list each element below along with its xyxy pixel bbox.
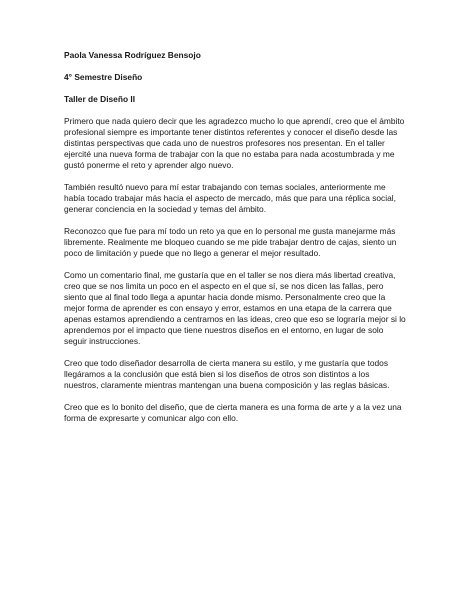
- paragraph-4: Como un comentario final, me gustaría que en el taller se nos diera más libertad creativa, creo que se nos limita un poco en el aspecto en el que sí, se nos dicen las fallas, pero siento que al final todo llega a apuntar hacia donde mismo. Personalmente creo que la mejor forma de aprender es con ensayo y error, estamos en una etapa de la carrera que apenas estamos aprendiendo a centrarnos en las ideas, creo que eso se lograría mejor si lo aprendemos por el impacto que tiene nuestros diseños en el entorno, en lugar de solo seguir instrucciones.: [64, 270, 406, 346]
- paragraph-2: También resultó nuevo para mí estar trabajando con temas sociales, anteriormente me había tocado trabajar más hacia el aspecto de mercado, más que para una réplica social, generar conciencia en la sociedad y temas del ámbito.: [64, 182, 396, 214]
- paragraph-1: Primero que nada quiero decir que les agradezco mucho lo que aprendí, creo que el ámbito profesional siempre es importante tener distintos referentes y conocer el diseño desde las distintas perspectivas que cada uno de nuestros profesores nos presentan. En el taller ejercité una nueva forma de trabajar con la que no estaba para nada acostumbrada y me gustó ponerme el reto y aprender algo nuevo.: [64, 116, 405, 170]
- paragraph-5: Creo que todo diseñador desarrolla de cierta manera su estilo, y me gustaría que todos llegáramos a la conclusión que está bien si los diseños de otros son distintos a los nuestros, claramente mientras mantengan una buena composición y las reglas básicas.: [64, 358, 390, 390]
- author-name: Paola Vanessa Rodríguez Bensojo: [64, 50, 201, 60]
- paragraph-6: Creo que es lo bonito del diseño, que de cierta manera es una forma de arte y a la vez una forma de expresarte y comunicar algo con ello.: [64, 402, 402, 423]
- semester-label: 4° Semestre Diseño: [64, 72, 143, 82]
- course-title: Taller de Diseño II: [64, 94, 136, 104]
- paragraph-3: Reconozco que fue para mí todo un reto ya que en lo personal me gusta manejarme más libremente. Realmente me bloqueo cuando se me pide trabajar dentro de cajas, siento un poco de limitación y puede que no llego a generar el mejor resultado.: [64, 226, 397, 258]
- document-page: [64, 50, 406, 435]
